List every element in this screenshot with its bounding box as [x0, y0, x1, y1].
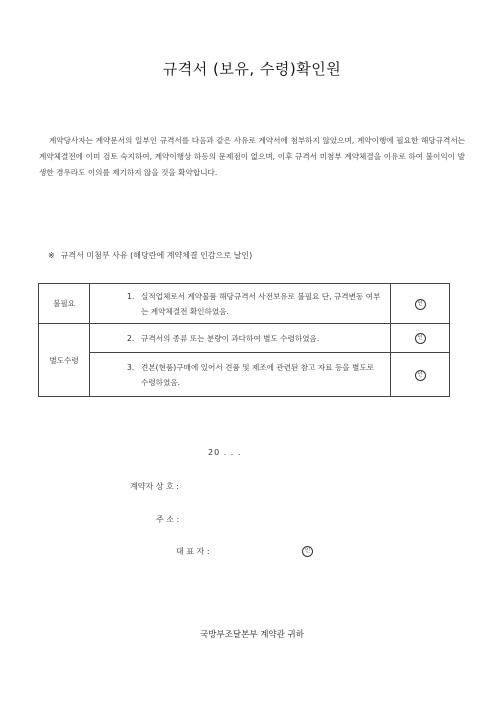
seal-icon: 인 — [415, 370, 426, 381]
document-title: 규격서 (보유, 수령)확인원 — [162, 60, 342, 78]
contractor-row — [130, 481, 179, 492]
date-line: 20 . . . — [208, 448, 242, 457]
reasons-table — [38, 283, 450, 397]
seal-icon: 인 — [415, 333, 426, 344]
category-cell: 불필요 — [39, 284, 90, 324]
seal-cell[interactable] — [391, 284, 450, 324]
reason-text: 견본(현품)구매에 있어서 견품 및 제조에 관련된 참고 자료 등을 별도로 수령하였음. — [141, 362, 375, 387]
contractor-label: 계약자 상 호 : — [130, 482, 179, 491]
reason-header-text: 규격서 미첨부 사유 (해당란에 계약체결 인감으로 날인) — [60, 251, 253, 260]
seal-cell[interactable] — [391, 324, 450, 353]
seal-icon[interactable]: 인 — [302, 546, 313, 557]
reason-text: 실적업체로서 계약물품 해당규격서 사전보유로 불필요 단, 규격변동 여부는 계약체결전 확인하였음. — [141, 291, 381, 316]
seal-icon: 인 — [415, 299, 426, 310]
footer-recipient: 국방부조달본부 계약관 귀하 — [200, 630, 304, 640]
reason-cell — [90, 284, 391, 324]
reason-text: 규격서의 종류 또는 분량이 과다하여 별도 수령하였음. — [141, 333, 320, 343]
representative-row — [176, 546, 210, 557]
category-cell: 별도수령 — [39, 324, 90, 397]
reason-cell — [90, 353, 391, 397]
reference-mark-icon: ※ — [48, 251, 55, 260]
reason-cell — [90, 324, 391, 353]
reason-number: 3. — [127, 362, 135, 372]
reason-number: 1. — [127, 291, 135, 301]
address-label: 주 소 : — [156, 515, 180, 524]
reason-number: 2. — [127, 333, 135, 343]
intro-paragraph: 계약당사자는 계약문서의 일부인 규격서를 다음과 같은 사유로 계약서에 첨부하지 않았으며, 계약이행에 필요한 해당규격서는 계약체결전에 이미 검토 숙지하여, 계약이행상 하등의 문제점이 없으며, 이후 규격서 미첨부 계약체결을 이유로 하여 불이익이 발생한 경우라도 이의를 제기하지 않을 것을 확약합니다. — [39, 136, 465, 177]
table-row — [39, 353, 450, 397]
table-row — [39, 284, 450, 324]
table-row — [39, 324, 450, 353]
reason-header — [48, 250, 252, 261]
address-row — [156, 514, 179, 525]
seal-cell[interactable] — [391, 353, 450, 397]
representative-label: 대 표 자 : — [176, 547, 210, 556]
